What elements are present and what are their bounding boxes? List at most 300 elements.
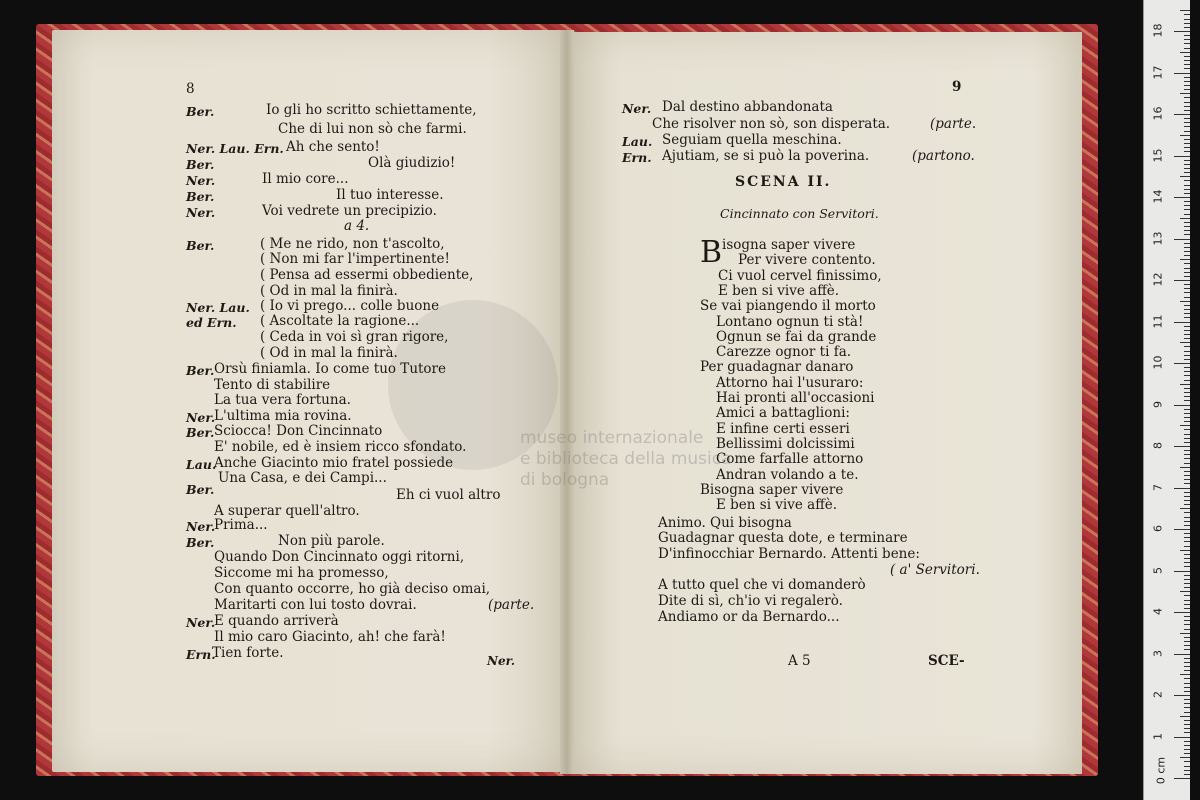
ruler-tick [1174, 156, 1190, 157]
verse-line: Guadagnar questa dote, e terminare [658, 530, 908, 546]
ruler-tick [1174, 737, 1190, 738]
ruler-tick [1184, 334, 1190, 335]
verse-line: Amici a battaglioni: [716, 405, 850, 422]
speaker-label: Lau. [622, 134, 653, 149]
ruler-tick [1180, 384, 1190, 385]
ruler-tick [1184, 272, 1190, 273]
ruler-tick [1184, 658, 1190, 659]
ruler-number: 12 [1151, 272, 1165, 287]
ruler-tick [1184, 587, 1190, 588]
ruler-tick [1184, 442, 1190, 443]
ruler-tick [1184, 417, 1190, 418]
ruler-tick [1184, 434, 1190, 435]
ruler-tick [1180, 259, 1190, 260]
ruler-tick [1184, 641, 1190, 642]
ruler-tick [1184, 27, 1190, 28]
watermark-line: museo internazionale [520, 428, 704, 448]
ruler-tick [1184, 19, 1190, 20]
ruler-tick [1180, 757, 1190, 758]
ruler-tick [1184, 309, 1190, 310]
ruler-tick [1174, 612, 1190, 613]
ruler-tick [1184, 388, 1190, 389]
ruler-tick [1184, 496, 1190, 497]
ruler-tick [1184, 338, 1190, 339]
ruler-tick [1184, 43, 1190, 44]
ruler-tick [1184, 687, 1190, 688]
ruler-tick [1184, 126, 1190, 127]
ruler-tick [1184, 720, 1190, 721]
verse-line: Seguiam quella meschina. [662, 132, 842, 148]
speaker-label: Lau. [186, 457, 217, 472]
verse-line: D'infinocchiar Bernardo. Attenti bene: [658, 546, 920, 562]
speaker-label: Ern. [186, 647, 216, 662]
ruler-tick [1184, 359, 1190, 360]
speaker-label: Ber. [186, 238, 215, 253]
ruler-tick [1174, 405, 1190, 406]
verse-line: (partono. [912, 148, 975, 164]
ruler-tick [1184, 463, 1190, 464]
ruler-tick [1184, 624, 1190, 625]
ruler-tick [1184, 234, 1190, 235]
ruler-tick [1180, 52, 1190, 53]
ruler-number: 2 [1151, 691, 1165, 698]
ruler-tick [1184, 367, 1190, 368]
ruler-tick [1180, 467, 1190, 468]
ruler-tick [1180, 342, 1190, 343]
ruler-number: 14 [1151, 189, 1165, 204]
speaker-label: Ber. [186, 535, 215, 550]
ruler-tick [1184, 247, 1190, 248]
ruler-tick [1174, 529, 1190, 530]
ruler-tick [1184, 230, 1190, 231]
ruler-tick [1184, 39, 1190, 40]
ruler-tick [1184, 268, 1190, 269]
ruler-tick [1174, 488, 1190, 489]
ruler-number: 8 [1151, 442, 1165, 449]
ruler-tick [1184, 64, 1190, 65]
ruler-number: 10 [1151, 355, 1165, 370]
ruler-tick [1184, 438, 1190, 439]
book-gutter [560, 30, 574, 774]
ruler-tick [1184, 600, 1190, 601]
ruler-tick [1184, 60, 1190, 61]
verse-line: Voi vedrete un precipizio. [262, 203, 437, 219]
ruler-tick [1184, 645, 1190, 646]
ruler-tick [1184, 583, 1190, 584]
ruler-tick [1180, 218, 1190, 219]
ruler-tick [1184, 106, 1190, 107]
ruler-tick [1184, 541, 1190, 542]
speaker-label: Ner. Lau. Ern. [186, 141, 284, 156]
drop-cap: B [700, 235, 723, 270]
verse-line: E ben si vive affè. [718, 282, 840, 299]
page-number-right: 9 [952, 79, 962, 95]
ruler-tick [1184, 683, 1190, 684]
ruler-tick [1184, 728, 1190, 729]
verse-line: Dal destino abbandonata [662, 99, 833, 115]
signature-mark: A 5 [788, 653, 811, 669]
ruler-tick [1184, 604, 1190, 605]
speaker-label: Ner. [186, 410, 216, 425]
verse-line: Ognun se fai da grande [716, 328, 877, 345]
ruler-tick [1184, 413, 1190, 414]
page-number-left: 8 [186, 81, 195, 97]
ruler-tick [1184, 276, 1190, 277]
ruler-number: 18 [1151, 23, 1165, 38]
ruler-tick [1180, 93, 1190, 94]
ruler-tick [1184, 122, 1190, 123]
verse-line: Il mio core... [262, 171, 349, 187]
ruler-tick [1184, 326, 1190, 327]
verse-line: Olà giudizio! [368, 155, 456, 171]
ruler-tick [1184, 454, 1190, 455]
verse-line: E' nobile, ed è insiem ricco sfondato. [214, 439, 467, 455]
verse-line: Lontano ognun ti stà! [716, 313, 864, 330]
ruler-tick [1184, 554, 1190, 555]
verse-line: E ben si vive affè. [716, 497, 838, 514]
ruler-tick [1184, 579, 1190, 580]
verse-line: isogna saper vivere [722, 237, 856, 253]
ruler-tick [1184, 666, 1190, 667]
ruler-tick [1184, 164, 1190, 165]
ruler-tick [1184, 608, 1190, 609]
verse-line: (parte. [488, 597, 535, 613]
ruler-tick [1184, 14, 1190, 15]
verse-line: Andiamo or da Bernardo... [658, 609, 840, 625]
verse-line: E infine certi esseri [716, 420, 850, 437]
ruler-tick [1184, 243, 1190, 244]
ruler-tick [1184, 712, 1190, 713]
ruler-tick [1184, 512, 1190, 513]
verse-line: Dite di sì, ch'io vi regalerò. [658, 593, 843, 609]
ruler-tick [1184, 305, 1190, 306]
ruler-tick [1184, 492, 1190, 493]
ruler-tick [1184, 209, 1190, 210]
ruler-tick [1174, 654, 1190, 655]
ruler-unit: 0 cm [1154, 756, 1168, 785]
verse-line: Il mio caro Giacinto, ah! che farà! [214, 629, 446, 645]
ruler-tick [1184, 500, 1190, 501]
verse-line: ( Od in mal la finirà. [260, 345, 398, 361]
ruler-tick [1184, 595, 1190, 596]
verse-line: Tien forte. [212, 645, 284, 661]
ruler-tick [1174, 446, 1190, 447]
watermark-line: e biblioteca della musica [520, 449, 732, 469]
ruler-tick [1184, 707, 1190, 708]
ruler-tick [1184, 110, 1190, 111]
ruler-tick [1184, 517, 1190, 518]
ruler-tick [1184, 558, 1190, 559]
ruler-tick [1174, 239, 1190, 240]
ruler-tick [1184, 85, 1190, 86]
ruler-tick [1184, 724, 1190, 725]
verse-line: ( Ceda in voi sì gran rigore, [260, 329, 449, 345]
ruler-tick [1184, 525, 1190, 526]
verse-line: ( a' Servitori. [890, 562, 980, 578]
ruler-tick [1184, 732, 1190, 733]
ruler-tick [1184, 288, 1190, 289]
ruler-tick [1184, 168, 1190, 169]
ruler-tick [1184, 317, 1190, 318]
ruler-tick [1184, 562, 1190, 563]
speaker-label: Ber. [186, 482, 215, 497]
verse-line: Ci vuol cervel finissimo, [718, 267, 882, 284]
ruler-tick [1184, 263, 1190, 264]
verse-line: Siccome mi ha promesso, [214, 565, 389, 581]
verse-line: Per vivere contento. [738, 252, 876, 269]
verse-line: Ah che sento! [286, 139, 380, 155]
ruler-tick [1184, 284, 1190, 285]
ruler-tick [1174, 31, 1190, 32]
ruler-tick [1184, 139, 1190, 140]
ruler-tick [1174, 571, 1190, 572]
ruler-tick [1184, 483, 1190, 484]
verse-line: Anche Giacinto mio fratel possiede [214, 455, 454, 471]
ruler-tick [1184, 458, 1190, 459]
ruler-tick [1174, 73, 1190, 74]
verse-line: E quando arriverà [214, 613, 339, 629]
ruler-tick [1184, 699, 1190, 700]
ruler-tick [1184, 504, 1190, 505]
verse-line: Io gli ho scritto schiettamente, [266, 102, 477, 118]
ruler-tick [1184, 429, 1190, 430]
ruler-tick [1184, 351, 1190, 352]
speaker-label: Ner. [186, 173, 216, 188]
speaker-label: Ner. [186, 519, 216, 534]
ruler-tick [1184, 774, 1190, 775]
ruler-tick [1184, 160, 1190, 161]
ruler-tick [1184, 475, 1190, 476]
ruler-tick [1180, 176, 1190, 177]
ruler-tick [1184, 189, 1190, 190]
ruler-tick [1184, 575, 1190, 576]
ruler-tick [1184, 678, 1190, 679]
verse-line: Tento di stabilire [214, 377, 331, 393]
speaker-label: Ber. [186, 189, 215, 204]
ruler-tick [1180, 716, 1190, 717]
ruler-tick [1184, 118, 1190, 119]
ruler-tick [1174, 197, 1190, 198]
ruler-number: 5 [1151, 566, 1165, 574]
ruler-tick [1184, 68, 1190, 69]
ruler-number: 3 [1151, 649, 1165, 657]
verse-line: ( Me ne rido, non t'ascolto, [260, 236, 445, 252]
verse-line: Che risolver non sò, son disperata. [652, 116, 891, 132]
speaker-label: Ern. [622, 150, 652, 165]
ruler-tick [1184, 143, 1190, 144]
ruler-tick [1180, 674, 1190, 675]
ruler-tick [1184, 770, 1190, 771]
verse-line: Prima... [214, 517, 268, 533]
ruler-tick [1180, 633, 1190, 634]
ruler-tick [1180, 301, 1190, 302]
verse-line: Che di lui non sò che farmi. [278, 121, 467, 137]
verse-line: ( Non mi far l'impertinente! [260, 251, 450, 267]
ruler-tick [1184, 620, 1190, 621]
ruler-tick [1184, 537, 1190, 538]
verse-line: ( Pensa ad essermi obbediente, [260, 267, 474, 283]
ruler-tick [1184, 662, 1190, 663]
ruler-tick [1184, 330, 1190, 331]
ruler-tick [1184, 151, 1190, 152]
ruler-tick [1184, 670, 1190, 671]
speaker-label: Ner. [186, 615, 216, 630]
ruler-tick [1184, 409, 1190, 410]
verse-line: ( Od in mal la finirà. [260, 283, 398, 299]
ruler-tick [1180, 135, 1190, 136]
ruler-tick [1184, 749, 1190, 750]
verse-line: Bellissimi dolcissimi [716, 435, 855, 452]
scene-subtitle: Cincinnato con Servitori. [720, 206, 879, 221]
verse-line: Animo. Qui bisogna [658, 515, 792, 531]
verse-line: (parte. [930, 116, 977, 132]
speaker-label: Ber. [186, 104, 215, 119]
verse-line: Maritarti con lui tosto dovrai. [214, 597, 417, 613]
catchword-right: SCE- [928, 653, 965, 669]
ruler-tick [1184, 193, 1190, 194]
ruler-tick [1184, 471, 1190, 472]
ruler-tick [1184, 371, 1190, 372]
speaker-label: Ner. [622, 101, 652, 116]
ruler-tick [1184, 380, 1190, 381]
ruler-tick [1184, 375, 1190, 376]
ruler-tick [1184, 396, 1190, 397]
ruler-tick [1184, 35, 1190, 36]
ruler-tick [1184, 205, 1190, 206]
ruler-tick [1174, 695, 1190, 696]
ruler-tick [1184, 226, 1190, 227]
ruler-tick [1184, 89, 1190, 90]
verse-line: Carezze ognor ti fa. [716, 344, 852, 361]
ruler-tick [1180, 508, 1190, 509]
ruler-tick [1184, 48, 1190, 49]
ruler-tick [1174, 114, 1190, 115]
ruler-number: 9 [1151, 400, 1165, 408]
ruler-tick [1184, 346, 1190, 347]
speaker-label: Ber. [186, 157, 215, 172]
ruler-tick [1184, 450, 1190, 451]
ruler-tick [1184, 77, 1190, 78]
speaker-label: Ber. [186, 425, 215, 440]
ruler-tick [1184, 292, 1190, 293]
verse-line: Bisogna saper vivere [700, 481, 844, 498]
ruler-tick [1184, 81, 1190, 82]
ruler-tick [1180, 10, 1190, 11]
verse-line: Andran volando a te. [716, 466, 859, 483]
verse-line: Eh ci vuol altro [396, 487, 501, 503]
ruler-number: 6 [1151, 525, 1165, 532]
ruler-number: 17 [1151, 65, 1165, 79]
verse-line: Il tuo interesse. [336, 187, 444, 203]
scale-ruler [1143, 0, 1190, 800]
ruler-tick [1174, 280, 1190, 281]
verse-line: Con quanto occorre, ho già deciso omai, [214, 581, 491, 597]
ruler-tick [1184, 761, 1190, 762]
ruler-tick [1184, 479, 1190, 480]
ruler-tick [1174, 778, 1190, 779]
verse-line: La tua vera fortuna. [214, 392, 351, 408]
speaker-label: ed Ern. [186, 315, 237, 330]
ruler-number: 7 [1151, 483, 1165, 491]
ruler-tick [1180, 425, 1190, 426]
ruler-tick [1184, 97, 1190, 98]
ruler-tick [1184, 222, 1190, 223]
ruler-tick [1184, 131, 1190, 132]
ruler-tick [1184, 649, 1190, 650]
ruler-tick [1184, 185, 1190, 186]
speaker-label: Ber. [186, 363, 215, 378]
ruler-tick [1184, 313, 1190, 314]
ruler-tick [1180, 591, 1190, 592]
speaker-label: Ner. Lau. [186, 300, 250, 315]
ruler-tick [1184, 521, 1190, 522]
ruler-tick [1184, 201, 1190, 202]
ruler-tick [1184, 753, 1190, 754]
verse-line: A superar quell'altro. [214, 503, 360, 519]
verse-line: Per guadagnar danaro [700, 359, 854, 376]
ruler-tick [1184, 703, 1190, 704]
ruler-number: 13 [1151, 231, 1165, 245]
ruler-tick [1184, 147, 1190, 148]
verse-line: a 4. [344, 218, 370, 234]
ruler-number: 1 [1151, 732, 1165, 740]
ruler-tick [1184, 546, 1190, 547]
ruler-tick [1184, 533, 1190, 534]
verse-line: Hai pronti all'occasioni [716, 390, 875, 406]
verse-line: Quando Don Cincinnato oggi ritorni, [214, 549, 465, 565]
verse-line: ( Ascoltate la ragione... [260, 313, 420, 329]
ruler-tick [1174, 322, 1190, 323]
ruler-tick [1184, 691, 1190, 692]
verse-line: Orsù finiamla. Io come tuo Tutore [214, 361, 447, 377]
ruler-number: 4 [1151, 608, 1165, 615]
ruler-tick [1184, 56, 1190, 57]
ruler-number: 16 [1151, 106, 1165, 121]
ruler-tick [1184, 172, 1190, 173]
ruler-tick [1184, 566, 1190, 567]
ruler-tick [1184, 629, 1190, 630]
verse-line: Se vai piangendo il morto [700, 298, 876, 315]
ruler-tick [1184, 255, 1190, 256]
ruler-tick [1174, 363, 1190, 364]
ruler-tick [1184, 400, 1190, 401]
verse-line: Come farfalle attorno [716, 451, 864, 468]
ruler-tick [1184, 102, 1190, 103]
speaker-label: Ner. [186, 205, 216, 220]
verse-line: Attorno hai l'usuraro: [716, 374, 864, 391]
verse-line: Una Casa, e dei Campi... [218, 470, 387, 486]
ruler-tick [1184, 23, 1190, 24]
ruler-tick [1184, 741, 1190, 742]
ruler-tick [1184, 392, 1190, 393]
watermark-line: di bologna [520, 470, 610, 490]
ruler-tick [1184, 766, 1190, 767]
ruler-tick [1184, 745, 1190, 746]
verse-line: ( Io vi prego... colle buone [260, 298, 440, 314]
ruler-tick [1184, 251, 1190, 252]
ruler-number: 15 [1151, 148, 1165, 162]
ruler-tick [1184, 180, 1190, 181]
ruler-tick [1180, 550, 1190, 551]
ruler-tick [1184, 355, 1190, 356]
verse-line: L'ultima mia rovina. [214, 408, 352, 424]
verse-line: A tutto quel che vi domanderò [658, 577, 866, 593]
ruler-tick [1184, 297, 1190, 298]
catchword-left: Ner. [487, 654, 516, 668]
ruler-tick [1184, 421, 1190, 422]
verse-line: Ajutiam, se si può la poverina. [662, 148, 870, 164]
verse-line: Sciocca! Don Cincinnato [214, 423, 383, 439]
